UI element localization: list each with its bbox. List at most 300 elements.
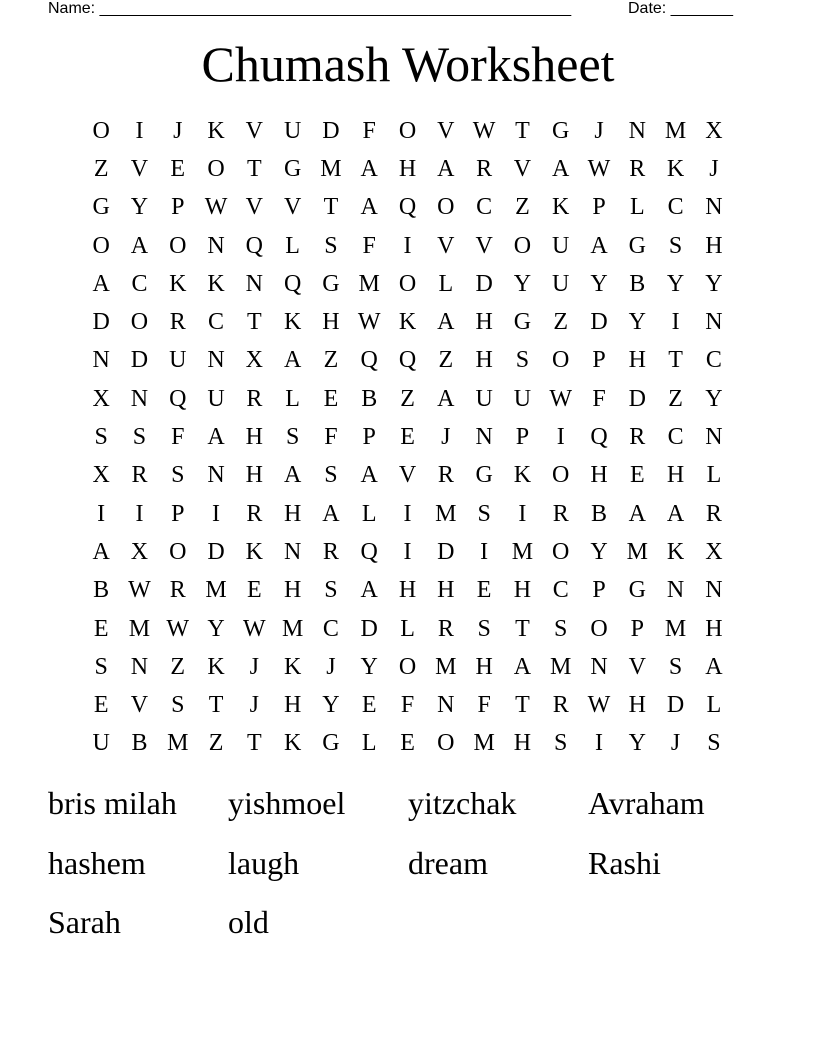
grid-cell: N xyxy=(207,232,225,259)
grid-cell: N xyxy=(437,692,455,719)
grid-cell: L xyxy=(706,462,722,489)
grid-cell: V xyxy=(437,117,455,144)
grid-cell: N xyxy=(283,538,302,565)
grid-cell: I xyxy=(518,500,527,527)
grid-cell: M xyxy=(205,577,227,604)
grid-cell: W xyxy=(128,577,151,604)
word-list-item: old xyxy=(228,904,269,940)
grid-cell: W xyxy=(204,194,228,221)
grid-cell: H xyxy=(398,577,417,604)
grid-cell: G xyxy=(628,577,646,604)
grid-cell: V xyxy=(437,232,455,259)
grid-cell: Z xyxy=(208,730,224,757)
grid-cell: S xyxy=(477,500,491,527)
grid-cell: C xyxy=(552,577,569,604)
grid-cell: X xyxy=(705,117,723,144)
word-list-item: Avraham xyxy=(588,785,705,821)
grid-cell: M xyxy=(281,615,304,642)
grid-cell: O xyxy=(590,615,608,642)
grid-cell: D xyxy=(666,692,685,719)
grid-cell: R xyxy=(705,500,722,527)
grid-cell: A xyxy=(92,270,110,297)
grid-cell: Y xyxy=(590,270,608,297)
grid-cell: I xyxy=(595,730,603,757)
grid-cell: L xyxy=(400,615,415,642)
grid-cell: M xyxy=(358,270,380,297)
grid-cell: B xyxy=(629,270,646,297)
grid-cell: K xyxy=(283,730,302,757)
grid-cell: M xyxy=(320,155,342,182)
grid-cell: E xyxy=(170,155,186,182)
grid-cell: I xyxy=(135,117,144,144)
grid-cell: G xyxy=(628,232,646,259)
grid-cell: S xyxy=(707,730,721,757)
grid-cell: N xyxy=(666,577,685,604)
grid-cell: M xyxy=(473,730,495,757)
grid-cell: E xyxy=(93,692,109,719)
grid-cell: C xyxy=(667,424,684,451)
grid-cell: V xyxy=(475,232,493,259)
grid-cell: J xyxy=(249,692,259,719)
grid-cell: J xyxy=(326,653,336,680)
grid-cell: N xyxy=(705,577,723,604)
grid-cell: H xyxy=(513,577,532,604)
grid-cell: N xyxy=(705,309,723,336)
grid-cell: L xyxy=(285,232,300,259)
grid-cell: V xyxy=(245,194,263,221)
word-list-item: bris milah xyxy=(48,785,177,821)
grid-cell: E xyxy=(323,385,339,412)
grid-cell: A xyxy=(322,500,340,527)
grid-cell: D xyxy=(92,309,110,336)
grid-cell: I xyxy=(480,538,489,565)
grid-cell: K xyxy=(169,270,187,297)
grid-cell: M xyxy=(664,117,687,144)
grid-cell: O xyxy=(437,730,455,757)
grid-cell: O xyxy=(552,347,570,374)
word-list-item: Rashi xyxy=(588,844,661,881)
grid-cell: H xyxy=(283,577,302,604)
grid-cell: R xyxy=(552,692,569,719)
grid-cell: N xyxy=(245,270,263,297)
grid-cell: K xyxy=(513,462,532,489)
grid-cell: O xyxy=(92,232,110,259)
grid-cell: E xyxy=(93,615,109,642)
grid-cell: N xyxy=(705,194,723,221)
grid-cell: Q xyxy=(169,385,187,412)
grid-cell: W xyxy=(587,155,611,182)
grid-cell: Q xyxy=(398,347,417,374)
grid-cell: J xyxy=(670,730,681,757)
grid-cell: D xyxy=(322,117,340,144)
grid-cell: Q xyxy=(398,194,417,221)
grid-cell: W xyxy=(549,385,573,412)
grid-cell: T xyxy=(515,615,530,642)
grid-cell: P xyxy=(362,424,376,451)
grid-cell: L xyxy=(361,500,377,527)
grid-cell: R xyxy=(629,155,646,182)
grid-cell: H xyxy=(705,615,723,642)
grid-cell: L xyxy=(438,270,454,297)
grid-cell: G xyxy=(283,155,302,182)
grid-cell: O xyxy=(169,232,187,259)
grid-cell: S xyxy=(554,730,568,757)
grid-cell: F xyxy=(324,424,338,451)
grid-cell: A xyxy=(283,462,302,489)
grid-cell: S xyxy=(285,424,300,451)
grid-cell: H xyxy=(245,424,263,451)
grid-cell: U xyxy=(552,270,570,297)
grid-cell: U xyxy=(92,730,110,757)
grid-cell: A xyxy=(552,155,570,182)
grid-cell: O xyxy=(552,538,570,565)
grid-cell: D xyxy=(207,538,225,565)
grid-cell: M xyxy=(128,615,151,642)
grid-cell: X xyxy=(245,347,263,374)
grid-cell: Q xyxy=(245,232,263,259)
grid-cell: Z xyxy=(668,385,683,412)
grid-cell: D xyxy=(437,538,455,565)
grid-cell: T xyxy=(247,155,262,182)
grid-cell: G xyxy=(513,309,532,336)
grid-cell: Y xyxy=(513,270,532,297)
grid-cell: E xyxy=(361,692,377,719)
grid-cell: V xyxy=(283,194,302,221)
grid-cell: A xyxy=(360,462,378,489)
grid-cell: E xyxy=(629,462,645,489)
grid-cell: Y xyxy=(705,385,723,412)
grid-cell: N xyxy=(130,653,149,680)
grid-cell: I xyxy=(403,232,412,259)
grid-cell: N xyxy=(207,347,225,374)
grid-cell: K xyxy=(552,194,570,221)
grid-cell: F xyxy=(171,424,185,451)
grid-cell: B xyxy=(591,500,608,527)
grid-cell: S xyxy=(132,424,147,451)
grid-cell: U xyxy=(283,117,302,144)
grid-cell: O xyxy=(552,462,570,489)
worksheet-title: Chumash Worksheet xyxy=(201,36,615,92)
grid-cell: A xyxy=(437,155,455,182)
grid-cell: S xyxy=(94,653,108,680)
grid-cell: U xyxy=(475,385,493,412)
grid-cell: A xyxy=(360,577,378,604)
grid-cell: R xyxy=(552,500,569,527)
grid-cell: H xyxy=(513,730,532,757)
grid-cell: N xyxy=(628,117,646,144)
grid-cell: V xyxy=(245,117,263,144)
grid-cell: N xyxy=(705,424,723,451)
grid-cell: J xyxy=(594,117,604,144)
grid-cell: Z xyxy=(170,653,186,680)
word-search-grid xyxy=(82,112,734,763)
grid-cell: A xyxy=(283,347,302,374)
grid-cell: A xyxy=(207,424,225,451)
grid-cell: E xyxy=(400,730,415,757)
grid-cell: W xyxy=(166,615,190,642)
grid-cell: Z xyxy=(438,347,454,374)
grid-cell: U xyxy=(207,385,225,412)
grid-cell: L xyxy=(361,730,377,757)
grid-cell: J xyxy=(709,155,719,182)
grid-cell: I xyxy=(135,500,144,527)
grid-cell: T xyxy=(668,347,683,374)
grid-cell: H xyxy=(437,577,455,604)
word-list xyxy=(48,774,768,953)
grid-cell: R xyxy=(322,538,339,565)
grid-cell: A xyxy=(705,653,723,680)
grid-cell: Y xyxy=(666,270,685,297)
grid-cell: F xyxy=(362,117,376,144)
grid-cell: J xyxy=(249,653,259,680)
grid-cell: H xyxy=(705,232,723,259)
grid-cell: A xyxy=(360,194,378,221)
grid-cell: T xyxy=(247,730,262,757)
grid-cell: S xyxy=(554,615,568,642)
grid-cell: W xyxy=(357,309,381,336)
grid-cell: L xyxy=(285,385,300,412)
grid-cell: P xyxy=(592,577,606,604)
word-list-item: yitzchak xyxy=(408,785,517,821)
grid-cell: S xyxy=(171,692,185,719)
grid-cell: H xyxy=(322,309,340,336)
grid-cell: Y xyxy=(628,309,646,336)
grid-cell: S xyxy=(324,232,338,259)
grid-cell: M xyxy=(435,653,457,680)
grid-cell: H xyxy=(475,347,493,374)
grid-cell: X xyxy=(92,462,110,489)
grid-cell: K xyxy=(207,117,225,144)
grid-cell: X xyxy=(92,385,110,412)
grid-cell: L xyxy=(706,692,722,719)
grid-cell: G xyxy=(322,730,340,757)
grid-cell: O xyxy=(398,117,417,144)
grid-cell: M xyxy=(167,730,189,757)
word-list-item: dream xyxy=(408,844,488,881)
grid-cell: D xyxy=(360,615,378,642)
grid-cell: O xyxy=(92,117,110,144)
grid-cell: T xyxy=(515,692,530,719)
grid-cell: D xyxy=(628,385,646,412)
grid-cell: O xyxy=(398,653,417,680)
grid-cell: I xyxy=(212,500,221,527)
grid-cell: C xyxy=(208,309,225,336)
grid-cell: F xyxy=(362,232,376,259)
grid-cell: S xyxy=(668,653,683,680)
grid-cell: C xyxy=(131,270,148,297)
grid-cell: T xyxy=(323,194,339,221)
grid-cell: S xyxy=(324,577,338,604)
grid-cell: C xyxy=(322,615,339,642)
word-list-item: yishmoel xyxy=(228,785,346,821)
grid-cell: K xyxy=(283,309,302,336)
grid-cell: F xyxy=(477,692,491,719)
grid-cell: K xyxy=(245,538,263,565)
grid-cell: Q xyxy=(590,424,608,451)
grid-cell: I xyxy=(403,500,412,527)
grid-cell: D xyxy=(130,347,149,374)
grid-cell: O xyxy=(398,270,417,297)
grid-cell: F xyxy=(400,692,415,719)
grid-cell: A xyxy=(513,653,532,680)
grid-cell: R xyxy=(629,424,646,451)
grid-cell: R xyxy=(169,577,186,604)
word-list-item: laugh xyxy=(228,844,300,881)
grid-cell: M xyxy=(511,538,534,565)
grid-cell: K xyxy=(207,653,225,680)
grid-cell: N xyxy=(475,424,493,451)
grid-cell: U xyxy=(169,347,187,374)
grid-cell: V xyxy=(398,462,417,489)
grid-cell: R xyxy=(246,500,263,527)
grid-cell: I xyxy=(403,538,412,565)
grid-cell: O xyxy=(169,538,187,565)
grid-cell: P xyxy=(171,194,185,221)
grid-cell: T xyxy=(247,309,262,336)
grid-cell: K xyxy=(398,309,417,336)
grid-cell: S xyxy=(515,347,530,374)
grid-cell: N xyxy=(130,385,149,412)
grid-cell: G xyxy=(322,270,340,297)
grid-cell: Z xyxy=(400,385,415,412)
grid-cell: H xyxy=(475,309,493,336)
grid-cell: E xyxy=(476,577,492,604)
grid-cell: A xyxy=(590,232,608,259)
grid-cell: R xyxy=(437,615,454,642)
grid-cell: K xyxy=(666,155,685,182)
grid-cell: P xyxy=(592,194,606,221)
grid-cell: K xyxy=(207,270,225,297)
grid-cell: M xyxy=(435,500,457,527)
grid-cell: X xyxy=(705,538,723,565)
grid-cell: O xyxy=(513,232,532,259)
grid-cell: Z xyxy=(553,309,569,336)
grid-cell: Y xyxy=(130,194,149,221)
grid-cell: N xyxy=(92,347,110,374)
grid-cell: H xyxy=(475,653,493,680)
grid-cell: J xyxy=(441,424,451,451)
grid-cell: G xyxy=(552,117,570,144)
grid-cell: R xyxy=(246,385,263,412)
grid-cell: V xyxy=(513,155,532,182)
grid-cell: L xyxy=(629,194,645,221)
grid-cell: H xyxy=(283,692,302,719)
grid-cell: Y xyxy=(322,692,340,719)
grid-cell: W xyxy=(243,615,266,642)
grid-cell: O xyxy=(437,194,455,221)
grid-cell: U xyxy=(513,385,532,412)
grid-cell: G xyxy=(92,194,110,221)
grid-cell: A xyxy=(437,385,455,412)
grid-cell: B xyxy=(361,385,378,412)
grid-cell: W xyxy=(587,692,611,719)
grid-cell: X xyxy=(130,538,149,565)
grid-cell: A xyxy=(360,155,378,182)
grid-cell: J xyxy=(173,117,183,144)
grid-cell: Y xyxy=(590,538,608,565)
grid-cell: M xyxy=(664,615,687,642)
header-row xyxy=(48,0,740,20)
grid-cell: O xyxy=(207,155,225,182)
grid-cell: P xyxy=(592,347,606,374)
grid-cell: R xyxy=(131,462,148,489)
grid-cell: B xyxy=(131,730,148,757)
grid-cell: A xyxy=(437,309,455,336)
grid-cell: C xyxy=(667,194,684,221)
grid-cell: A xyxy=(628,500,646,527)
grid-cell: S xyxy=(668,232,683,259)
grid-cell: V xyxy=(130,155,149,182)
grid-cell: V xyxy=(130,692,149,719)
grid-cell: A xyxy=(666,500,685,527)
grid-cell: D xyxy=(590,309,608,336)
grid-cell: Y xyxy=(207,615,225,642)
grid-cell: Z xyxy=(323,347,339,374)
grid-cell: M xyxy=(626,538,648,565)
grid-cell: P xyxy=(515,424,530,451)
grid-cell: H xyxy=(398,155,417,182)
grid-cell: R xyxy=(476,155,493,182)
name-field[interactable]: Name: _____________________________________________________ xyxy=(48,0,572,17)
grid-cell: U xyxy=(552,232,570,259)
grid-cell: P xyxy=(630,615,644,642)
grid-cell: N xyxy=(590,653,608,680)
grid-cell: H xyxy=(283,500,302,527)
grid-cell: O xyxy=(130,309,149,336)
grid-cell: S xyxy=(94,424,108,451)
grid-cell: D xyxy=(475,270,493,297)
word-list-item: hashem xyxy=(48,844,146,881)
grid-cell: H xyxy=(628,347,646,374)
grid-cell: E xyxy=(247,577,262,604)
grid-cell: H xyxy=(245,462,263,489)
grid-cell: H xyxy=(590,462,608,489)
grid-cell: Y xyxy=(628,730,646,757)
date-field[interactable]: Date: _______ xyxy=(628,0,733,17)
grid-cell: H xyxy=(628,692,646,719)
grid-cell: A xyxy=(130,232,149,259)
grid-cell: I xyxy=(97,500,106,527)
grid-cell: Q xyxy=(360,347,378,374)
grid-cell: I xyxy=(556,424,565,451)
grid-cell: N xyxy=(207,462,225,489)
grid-cell: K xyxy=(283,653,302,680)
grid-cell: R xyxy=(169,309,186,336)
grid-cell: K xyxy=(666,538,685,565)
grid-cell: B xyxy=(93,577,110,604)
grid-cell: Y xyxy=(705,270,723,297)
grid-cell: Z xyxy=(93,155,109,182)
grid-cell: F xyxy=(592,385,606,412)
grid-cell: C xyxy=(705,347,722,374)
grid-cell: Y xyxy=(360,653,378,680)
grid-cell: R xyxy=(437,462,454,489)
grid-cell: G xyxy=(475,462,493,489)
grid-cell: H xyxy=(666,462,685,489)
grid-cell: V xyxy=(628,653,646,680)
grid-cell: A xyxy=(92,538,110,565)
grid-cell: P xyxy=(171,500,185,527)
grid-cell: E xyxy=(400,424,415,451)
grid-cell: T xyxy=(208,692,224,719)
grid-cell: I xyxy=(671,309,680,336)
grid-cell: S xyxy=(477,615,491,642)
grid-cell: S xyxy=(171,462,185,489)
grid-cell: W xyxy=(472,117,496,144)
grid-cell: Z xyxy=(515,194,530,221)
grid-cell: S xyxy=(324,462,338,489)
grid-cell: Q xyxy=(360,538,378,565)
